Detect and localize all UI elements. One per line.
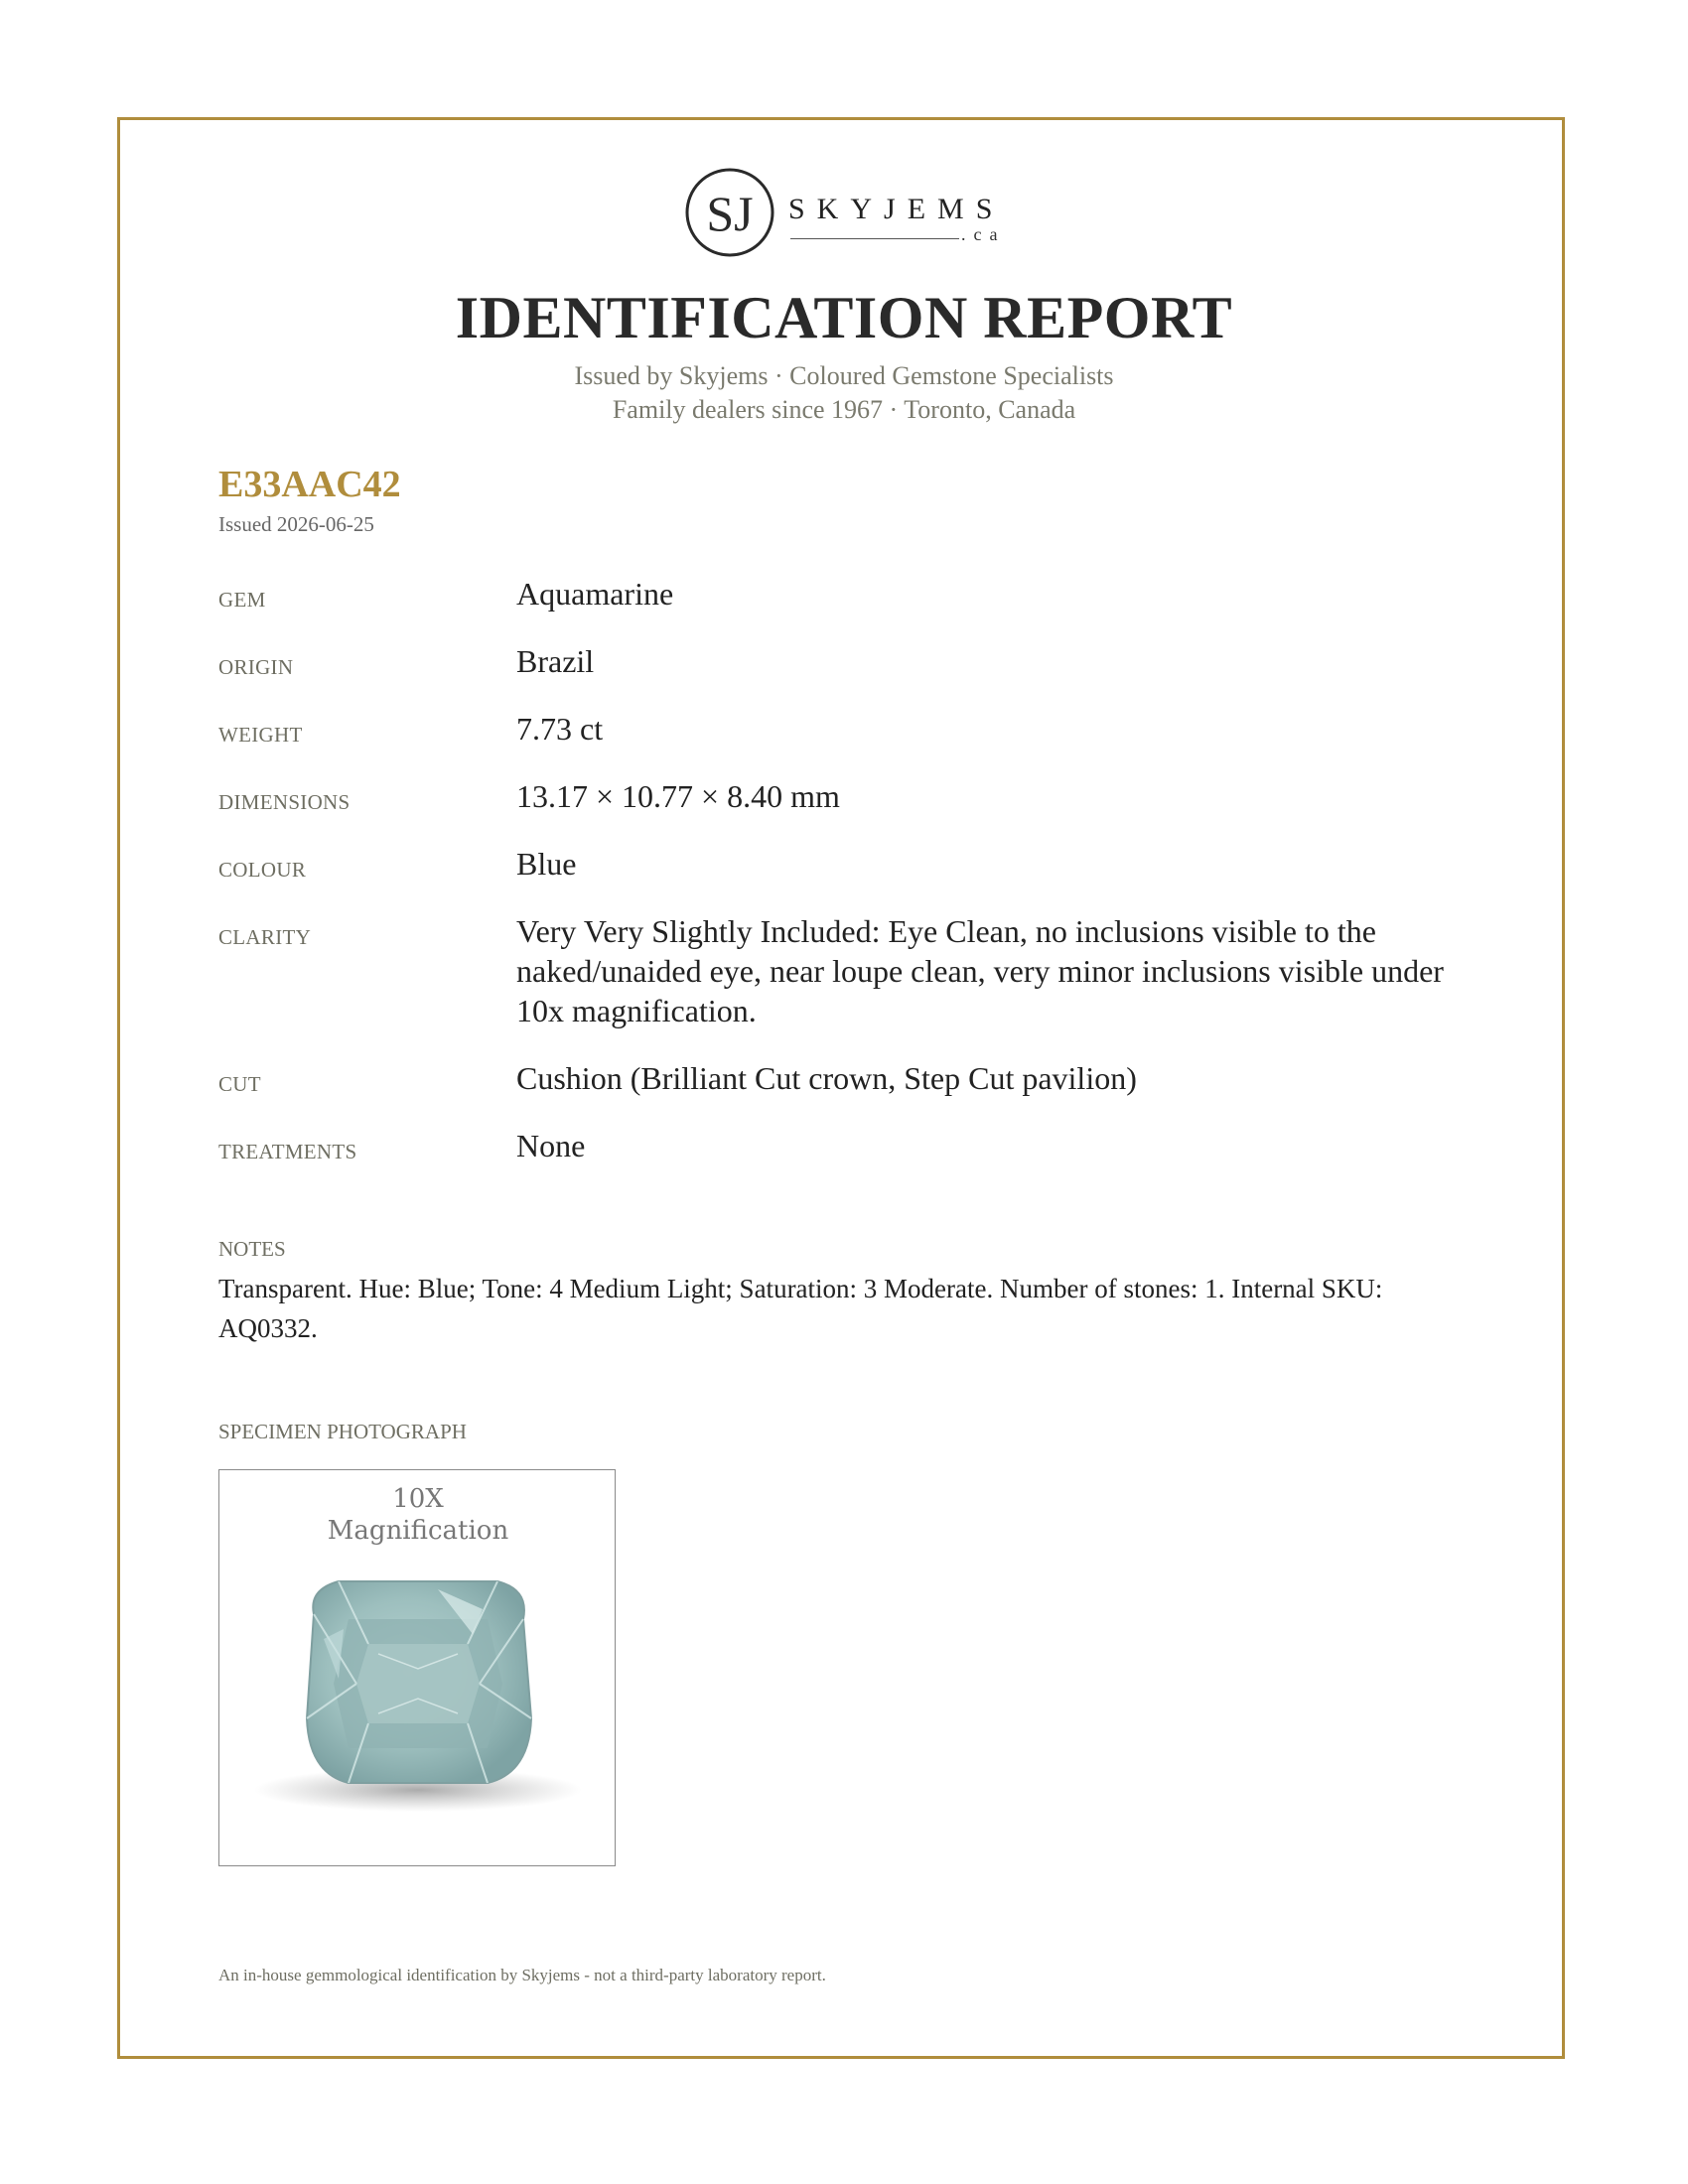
brand-tld: .ca <box>961 224 1006 244</box>
magnification-value: 10X <box>392 1484 444 1514</box>
report-title: IDENTIFICATION REPORT <box>455 285 1233 350</box>
field-label-gem: GEM <box>218 588 266 612</box>
field-value-dimensions: 13.17 × 10.77 × 8.40 mm <box>516 778 840 814</box>
specimen-photo <box>218 1469 616 1866</box>
field-label-dimensions: DIMENSIONS <box>218 790 351 814</box>
field-label-origin: ORIGIN <box>218 655 294 679</box>
field-label-colour: COLOUR <box>218 858 307 882</box>
issued-date: Issued 2026-06-25 <box>218 512 374 536</box>
footer-disclaimer: An in-house gemmological identification by Skyjems - not a third-party laboratory report. <box>218 1966 826 1984</box>
magnification-text: Magnification <box>327 1516 509 1546</box>
field-value-weight: 7.73 ct <box>516 711 604 747</box>
field-label-cut: CUT <box>218 1072 261 1096</box>
field-value-treatments: None <box>516 1128 586 1163</box>
issuer-line: Issued by Skyjems · Coloured Gemstone Specialists <box>574 361 1114 390</box>
dealer-line: Family dealers since 1967 · Toronto, Canada <box>612 395 1076 424</box>
report-id: E33AAC42 <box>218 464 401 505</box>
notes-label: NOTES <box>218 1237 286 1261</box>
field-label-treatments: TREATMENTS <box>218 1140 357 1163</box>
brand-name: SKYJEMS <box>788 193 1005 225</box>
field-label-clarity: CLARITY <box>218 925 312 949</box>
field-value-cut: Cushion (Brilliant Cut crown, Step Cut pavilion) <box>516 1060 1137 1096</box>
field-value-origin: Brazil <box>516 643 595 679</box>
field-value-gem: Aquamarine <box>516 576 674 612</box>
field-label-weight: WEIGHT <box>218 723 303 747</box>
notes-text: Transparent. Hue: Blue; Tone: 4 Medium Light; Saturation: 3 Moderate. Number of stones: 1. Internal SKU: AQ0332. <box>218 1274 1383 1343</box>
logo-monogram: SJ <box>706 186 754 241</box>
photo-label: SPECIMEN PHOTOGRAPH <box>218 1420 467 1443</box>
field-value-clarity: Very Very Slightly Included: Eye Clean, no inclusions visible to the naked/unaided eye, near loupe clean, very minor inclusions visible under 10x magnification. <box>516 913 1444 1028</box>
field-value-colour: Blue <box>516 846 577 882</box>
brand-underline <box>790 238 959 239</box>
